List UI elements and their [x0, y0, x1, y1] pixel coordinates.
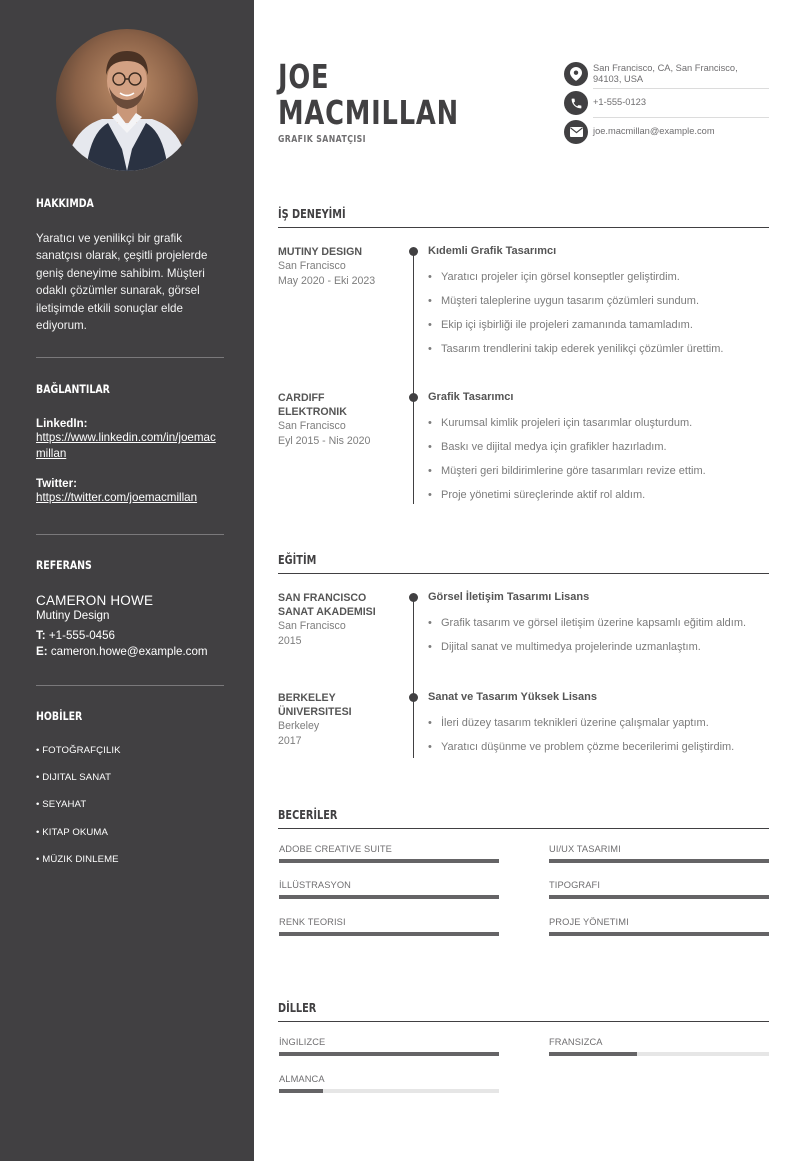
- education-timeline: [413, 597, 414, 758]
- hobby-item: • MÜZIK DINLEME: [36, 854, 119, 865]
- skill-bar-fill: [549, 859, 769, 863]
- about-text: Yaratıcı ve yenilikçi bir grafik sanatçısı olarak, çeşitli projelerde geniş deneyime sahibim. Müşteri odaklı çözümler sunarak, görsel iletişimde etkili sonuçlar elde ediyorum.: [36, 232, 208, 333]
- twitter-link[interactable]: https://twitter.com/joemacmillan: [36, 491, 198, 504]
- experience-org-line-2: ELEKTRONIK: [278, 406, 347, 418]
- hobby-item: • DIJITAL SANAT: [36, 772, 112, 783]
- experience-bullet: • Baskı ve dijital medya için grafikler hazırladım.: [428, 441, 667, 453]
- timeline-dot: [409, 393, 418, 402]
- section-rule: [278, 1021, 769, 1022]
- languages-heading: DİLLER: [278, 1000, 317, 1015]
- education-dates: 2015: [278, 635, 302, 647]
- education-entry-meta: [278, 591, 398, 649]
- skill-label: ADOBE CREATIVE SUITE: [279, 844, 392, 854]
- education-bullet: • Dijital sanat ve multimedya projelerinde uzmanlaştım.: [428, 641, 701, 653]
- hobby-item: • SEYAHAT: [36, 799, 87, 810]
- skill-label: PROJE YÖNETIMI: [549, 917, 629, 927]
- reference-heading: REFERANS: [36, 558, 92, 572]
- address-line-1: San Francisco, CA, San Francisco,: [593, 62, 738, 73]
- reference-phone-label: T:: [36, 628, 46, 642]
- education-location: Berkeley: [278, 720, 320, 732]
- language-bar-track: [279, 1052, 499, 1056]
- skill-bar-fill: [549, 932, 769, 936]
- address-line-2: 94103, USA: [593, 74, 644, 84]
- skill-item: [279, 880, 499, 890]
- twitter-label: Twitter:: [36, 477, 78, 490]
- contact-divider: [593, 117, 769, 118]
- section-rule: [278, 828, 769, 829]
- skill-bar-track: [279, 895, 499, 899]
- education-heading: EĞİTİM: [278, 552, 317, 567]
- skill-bar-fill: [279, 932, 499, 936]
- experience-bullet: • Kurumsal kimlik projeleri için tasarımlar oluşturdum.: [428, 417, 692, 429]
- profile-photo: [56, 29, 198, 171]
- experience-role: Grafik Tasarımcı: [428, 391, 514, 403]
- skill-item: [549, 917, 769, 927]
- reference-company: Mutiny Design: [36, 609, 110, 622]
- reference-name: CAMERON HOWE: [36, 593, 154, 608]
- section-rule: [278, 573, 769, 574]
- language-item: [279, 1037, 499, 1047]
- education-bullet: • İleri düzey tasarım teknikleri üzerine çalışmalar yaptım.: [428, 717, 709, 729]
- skill-item: [549, 880, 769, 890]
- skill-label: UI/UX TASARIMI: [549, 844, 621, 854]
- reference-section: [36, 558, 224, 661]
- experience-location: San Francisco: [278, 420, 346, 432]
- skill-label: İLLÜSTRASYON: [279, 880, 351, 890]
- contact-address: [593, 63, 738, 86]
- skill-bar-track: [279, 859, 499, 863]
- skill-label: TIPOGRAFI: [549, 880, 601, 890]
- experience-heading: İŞ DENEYİMİ: [278, 206, 346, 221]
- sidebar-divider: [36, 685, 224, 686]
- education-entry-meta: [278, 691, 398, 749]
- skill-bar-track: [549, 895, 769, 899]
- reference-email: cameron.howe@example.com: [50, 645, 208, 658]
- skill-bar-track: [279, 932, 499, 936]
- reference-phone-row: [36, 628, 224, 645]
- experience-location: San Francisco: [278, 260, 346, 272]
- phone-icon: [564, 91, 588, 115]
- experience-dates: May 2020 - Eki 2023: [278, 275, 376, 287]
- language-item: [549, 1037, 769, 1047]
- first-name: JOE: [278, 57, 330, 96]
- contact-phone: +1-555-0123: [593, 97, 646, 108]
- job-title: GRAFİK SANATÇISI: [278, 134, 366, 145]
- experience-bullet: • Yaratıcı projeler için görsel konseptler geliştirdim.: [428, 271, 680, 283]
- contact-phone-row: [564, 91, 769, 115]
- skill-bar-fill: [549, 895, 769, 899]
- experience-timeline: [413, 251, 414, 504]
- experience-org: MUTINY DESIGN: [278, 246, 362, 258]
- sidebar-divider: [36, 534, 224, 535]
- email-icon: [564, 120, 588, 144]
- education-org-line-2: SANAT AKADEMISI: [278, 606, 376, 618]
- location-pin-icon: [564, 62, 588, 86]
- experience-dates: Eyl 2015 - Nis 2020: [278, 435, 371, 447]
- education-bullet: • Grafik tasarım ve görsel iletişim üzerine kapsamlı eğitim aldım.: [428, 617, 746, 629]
- language-label: ALMANCA: [279, 1074, 325, 1084]
- skill-item: [279, 917, 499, 927]
- reference-email-row: [36, 644, 224, 661]
- experience-entry-meta: [278, 245, 398, 289]
- experience-entry-meta: [278, 391, 398, 449]
- language-label: FRANSIZCA: [549, 1037, 603, 1047]
- experience-bullet: • Müşteri geri bildirimlerine göre tasarımları revize ettim.: [428, 465, 706, 477]
- sidebar-divider: [36, 357, 224, 358]
- experience-bullet: • Tasarım trendlerini takip ederek yenilikçi çözümler ürettim.: [428, 343, 723, 355]
- language-bar-fill: [279, 1089, 323, 1093]
- education-bullet: • Yaratıcı düşünme ve problem çözme becerilerimi geliştirdim.: [428, 741, 734, 753]
- education-org: BERKELEY: [278, 692, 336, 704]
- links-section: [36, 382, 224, 506]
- language-bar-track: [279, 1089, 499, 1093]
- twitter-link-group: [36, 477, 224, 506]
- last-name: MACMILLAN: [278, 93, 459, 132]
- contact-address-row: [564, 62, 769, 86]
- linkedin-link-group: [36, 417, 224, 462]
- hobbies-section: [36, 709, 224, 879]
- hobby-item: • KITAP OKUMA: [36, 827, 109, 838]
- linkedin-link[interactable]: https://www.linkedin.com/in/joemacmillan: [36, 431, 216, 460]
- hobby-item: • FOTOĞRAFÇILIK: [36, 745, 121, 756]
- skill-label: RENK TEORISI: [279, 917, 346, 927]
- experience-bullet: • Proje yönetimi süreçlerinde aktif rol aldım.: [428, 489, 645, 501]
- language-label: İNGILIZCE: [279, 1037, 326, 1047]
- links-heading: BAĞLANTILAR: [36, 382, 110, 396]
- skill-bar-track: [549, 859, 769, 863]
- section-rule: [278, 227, 769, 228]
- timeline-dot: [409, 693, 418, 702]
- skill-item: [549, 844, 769, 854]
- skill-item: [279, 844, 499, 854]
- education-dates: 2017: [278, 735, 302, 747]
- reference-email-label: E:: [36, 645, 48, 658]
- skills-heading: BECERİLER: [278, 807, 338, 822]
- contact-divider: [593, 88, 769, 89]
- education-degree: Sanat ve Tasarım Yüksek Lisans: [428, 691, 597, 703]
- experience-bullet: • Ekip içi işbirliği ile projeleri zamanında tamamladım.: [428, 319, 693, 331]
- language-bar-fill: [279, 1052, 499, 1056]
- skill-bar-track: [549, 932, 769, 936]
- education-location: San Francisco: [278, 620, 346, 632]
- contact-email: joe.macmillan@example.com: [593, 126, 715, 137]
- experience-bullet: • Müşteri taleplerine uygun tasarım çözümleri sundum.: [428, 295, 699, 307]
- skill-bar-fill: [279, 895, 499, 899]
- contact-email-row: [564, 120, 769, 144]
- timeline-dot: [409, 593, 418, 602]
- about-heading: HAKKIMDA: [36, 196, 94, 210]
- education-org: SAN FRANCISCO: [278, 592, 367, 604]
- experience-role: Kıdemli Grafik Tasarımcı: [428, 245, 557, 257]
- reference-phone: +1-555-0456: [48, 628, 115, 642]
- language-bar-fill: [549, 1052, 637, 1056]
- education-degree: Görsel İletişim Tasarımı Lisans: [428, 591, 590, 603]
- experience-org: CARDIFF: [278, 392, 325, 404]
- language-bar-track: [549, 1052, 769, 1056]
- skill-bar-fill: [279, 859, 499, 863]
- sidebar: [0, 0, 254, 1161]
- language-item: [279, 1074, 499, 1084]
- linkedin-label: LinkedIn:: [36, 417, 88, 430]
- about-section: [36, 196, 224, 334]
- timeline-dot: [409, 247, 418, 256]
- hobbies-heading: HOBİLER: [36, 709, 83, 723]
- education-org-line-2: ÜNIVERSITESI: [278, 706, 352, 718]
